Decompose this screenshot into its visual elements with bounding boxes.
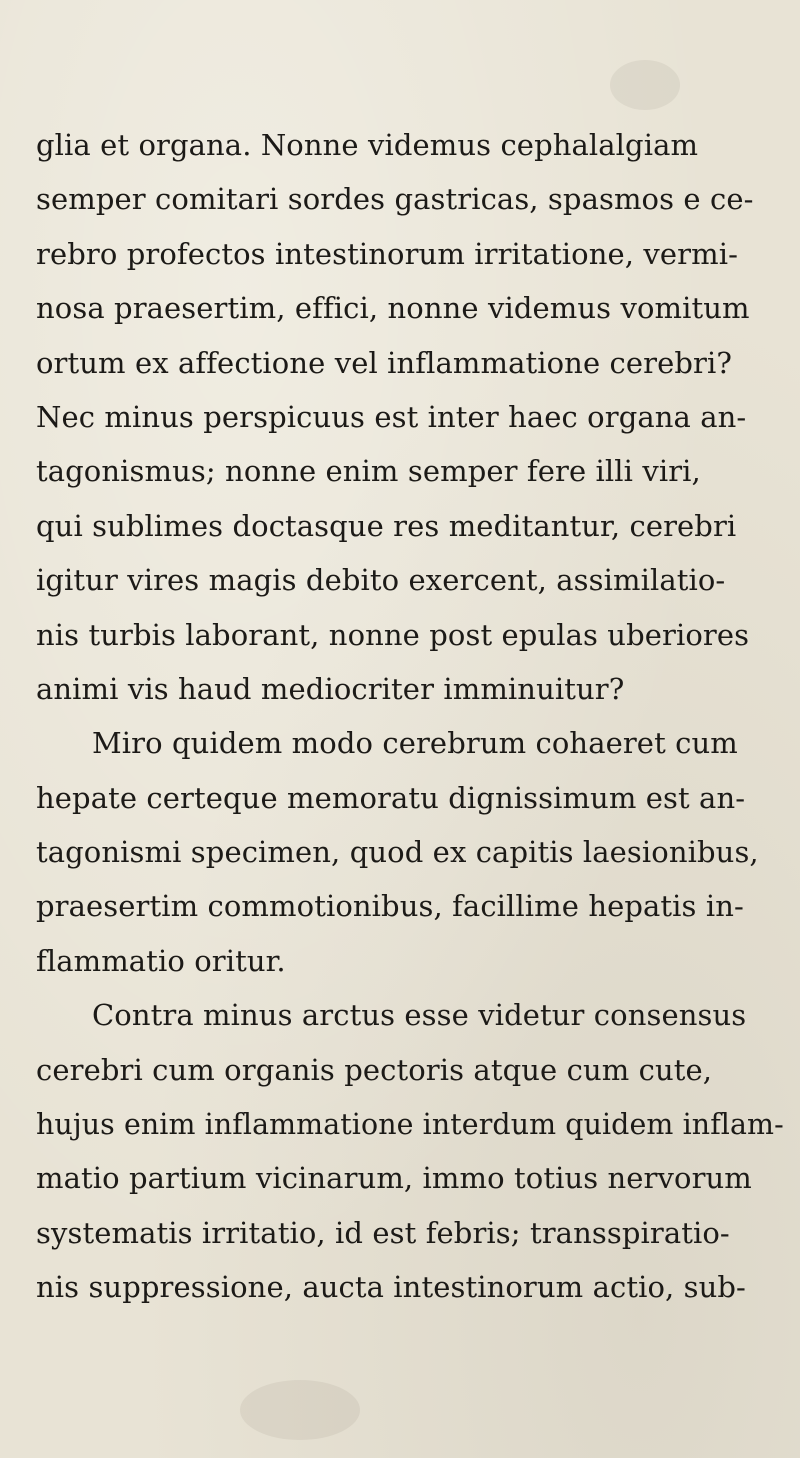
- text-line: systematis irritatio, id est febris; transspiratio-: [36, 1215, 730, 1250]
- text-line: flammatio oritur.: [36, 943, 286, 978]
- text-line: igitur vires magis debito exercent, assimilatio-: [36, 563, 726, 598]
- text-line: nis turbis laborant, nonne post epulas uberiores: [36, 617, 750, 652]
- text-line: tagonismus; nonne enim semper fere illi viri,: [36, 454, 701, 489]
- text-line: hujus enim inflammatione interdum quidem inflam-: [36, 1107, 784, 1142]
- text-line: animi vis haud mediocriter imminuitur?: [36, 671, 625, 706]
- text-line: semper comitari sordes gastricas, spasmos e ce-: [36, 182, 754, 217]
- text-line: nosa praesertim, effici, nonne videmus vomitum: [36, 291, 750, 326]
- text-line: rebro profectos intestinorum irritatione, vermi-: [36, 236, 739, 271]
- paragraph-start-line: Contra minus arctus esse videtur consensus: [92, 998, 747, 1033]
- text-line: tagonismi specimen, quod ex capitis laesionibus,: [36, 835, 759, 870]
- text-line: cerebri cum organis pectoris atque cum cute,: [36, 1052, 713, 1087]
- text-line: nis suppressione, aucta intestinorum actio, sub-: [36, 1270, 746, 1305]
- text-line: matio partium vicinarum, immo totius nervorum: [36, 1161, 752, 1196]
- paper-stain: [240, 1380, 360, 1440]
- text-line: hepate certeque memoratu dignissimum est an-: [36, 780, 746, 815]
- text-line: glia et organa. Nonne videmus cephalalgiam: [36, 128, 699, 162]
- text-line: praesertim commotionibus, facillime hepatis in-: [36, 889, 744, 924]
- text-line: Nec minus perspicuus est inter haec organa an-: [36, 399, 747, 434]
- text-line: qui sublimes doctasque res meditantur, cerebri: [36, 508, 737, 543]
- body-text: [36, 118, 796, 1315]
- paper-stain: [610, 60, 680, 110]
- paragraph-start-line: Miro quidem modo cerebrum cohaeret cum: [92, 726, 738, 761]
- text-line: ortum ex affectione vel inflammatione cerebri?: [36, 345, 733, 380]
